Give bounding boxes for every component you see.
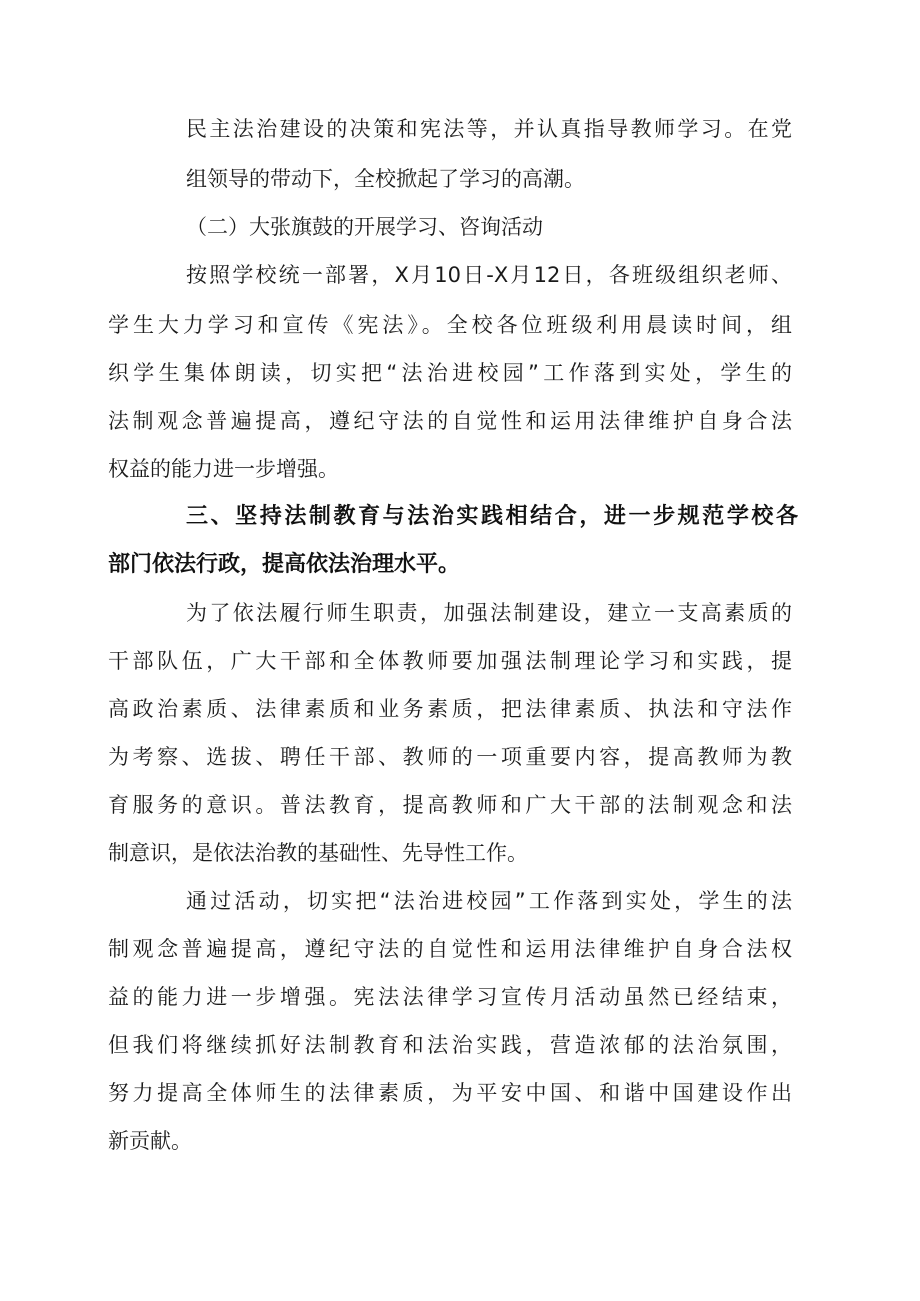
paragraph-line: 织学生集体朗读，切实把“法治进校园”工作落到实处，学生的 (108, 361, 792, 385)
paragraph-line: 为了依法履行师生职责，加强法制建设，建立一支高素质的 (186, 601, 792, 625)
paragraph-line: 按照学校统一部署，X月10日-X月12日，各班级组织老师、 (186, 263, 792, 287)
paragraph-line: 干部队伍，广大干部和全体教师要加强法制理论学习和实践，提 (108, 649, 792, 673)
paragraph-line: 为考察、选拔、聘任干部、教师的一项重要内容，提高教师为教 (108, 745, 792, 769)
paragraph-line: 制意识，是依法治教的基础性、先导性工作。 (108, 841, 528, 865)
paragraph-line: 通过活动，切实把“法治进校园”工作落到实处，学生的法 (186, 889, 792, 913)
paragraph-line: 努力提高全体师生的法律素质，为平安中国、和谐中国建设作出 (108, 1081, 792, 1105)
section-heading: 三、坚持法制教育与法治实践相结合，进一步规范学校各 (186, 504, 798, 529)
paragraph-line: 制观念普遍提高，遵纪守法的自觉性和运用法律维护自身合法权 (108, 937, 792, 961)
paragraph-line: 益的能力进一步增强。宪法法律学习宣传月活动虽然已经结束， (108, 985, 792, 1009)
paragraph-line: 但我们将继续抓好法制教育和法治实践，营造浓郁的法治氛围， (108, 1033, 792, 1057)
paragraph-line: 民主法治建设的决策和宪法等，并认真指导教师学习。在党 (186, 117, 792, 141)
paragraph-line: 法制观念普遍提高，遵纪守法的自觉性和运用法律维护自身合法 (108, 409, 792, 433)
section-heading: 部门依法行政，提高依法治理水平。 (108, 552, 461, 577)
subsection-heading: （二）大张旗鼓的开展学习、咨询活动 (186, 215, 543, 239)
paragraph-line: 新贡献。 (108, 1129, 192, 1153)
paragraph-line: 组领导的带动下，全校掀起了学习的高潮。 (186, 167, 585, 191)
paragraph-line: 权益的能力进一步增强。 (108, 457, 339, 481)
paragraph-line: 高政治素质、法律素质和业务素质，把法律素质、执法和守法作 (108, 697, 792, 721)
paragraph-line: 育服务的意识。普法教育，提高教师和广大干部的法制观念和法 (108, 793, 792, 817)
paragraph-line: 学生大力学习和宣传《宪法》。全校各位班级利用晨读时间，组 (108, 313, 792, 337)
